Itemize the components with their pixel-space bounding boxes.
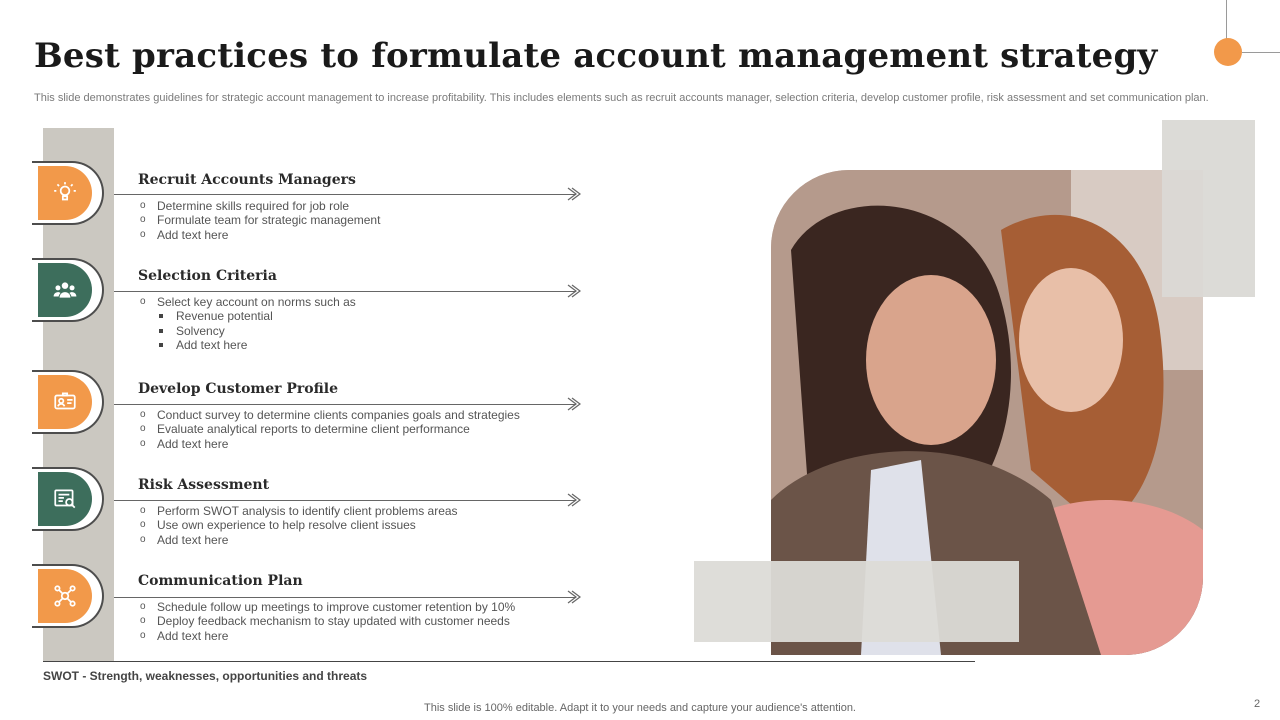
bullet-item: o Perform SWOT analysis to identify client problems areas <box>140 504 458 518</box>
step-title: Recruit Accounts Managers <box>138 172 356 188</box>
bullet-item: o Conduct survey to determine clients companies goals and strategies <box>140 408 520 422</box>
bullet-item: o Select key account on norms such as <box>140 295 356 309</box>
step-bullets <box>140 295 356 352</box>
slide-title: Best practices to formulate account management strategy <box>34 36 1158 76</box>
bullet-item: o Add text here <box>140 533 458 547</box>
chevron-right-icon <box>566 186 582 202</box>
step-develop-customer-profile <box>0 369 620 459</box>
step-bullets <box>140 408 520 451</box>
page-number: 2 <box>1254 698 1261 710</box>
bullet-item: o Add text here <box>140 437 520 451</box>
bullet-item: o Use own experience to help resolve client issues <box>140 518 458 532</box>
step-divider <box>114 500 576 501</box>
step-title: Selection Criteria <box>138 268 277 284</box>
people-idea-icon <box>38 166 92 220</box>
sub-bullet-item: Add text here <box>140 338 356 352</box>
chevron-right-icon <box>566 589 582 605</box>
bullet-item: o Determine skills required for job role <box>140 199 380 213</box>
step-selection-criteria <box>0 256 620 352</box>
bullet-item: o Add text here <box>140 228 380 242</box>
chevron-right-icon <box>566 492 582 508</box>
step-title: Develop Customer Profile <box>138 381 339 397</box>
photo-overlay-panel-top <box>1162 170 1203 297</box>
bullet-item: o Evaluate analytical reports to determine client performance <box>140 422 520 436</box>
slide-footer: This slide is 100% editable. Adapt it to your needs and capture your audience's attention. <box>424 702 856 714</box>
bullet-item: o Formulate team for strategic management <box>140 213 380 227</box>
sub-bullet-item: Solvency <box>140 324 356 338</box>
photo-overlay-panel-bottom <box>694 561 1019 642</box>
corner-decor-dot <box>1214 38 1242 66</box>
bullet-item: o Add text here <box>140 629 515 643</box>
bullet-item: o Schedule follow up meetings to improve customer retention by 10% <box>140 600 515 614</box>
step-risk-assessment <box>0 466 620 556</box>
step-title: Risk Assessment <box>138 477 270 493</box>
chevron-right-icon <box>566 283 582 299</box>
slide-subtitle: This slide demonstrates guidelines for strategic account management to increase profitability. This includes elements such as recruit accounts manager, selection criteria, develop customer profile, risk assessment and set communication plan. <box>34 92 1209 104</box>
corner-decor-horizontal-line <box>1242 52 1280 53</box>
network-icon <box>38 569 92 623</box>
bullet-item: o Deploy feedback mechanism to stay updated with customer needs <box>140 614 515 628</box>
step-divider <box>114 404 576 405</box>
footnote-divider <box>43 661 975 662</box>
step-divider <box>114 597 576 598</box>
step-bullets <box>140 504 458 547</box>
swot-footnote: SWOT - Strength, weaknesses, opportunities and threats <box>43 669 368 683</box>
step-communication-plan <box>0 562 620 652</box>
step-title: Communication Plan <box>138 573 303 589</box>
report-analysis-icon <box>38 472 92 526</box>
id-card-icon <box>38 375 92 429</box>
team-icon <box>38 263 92 317</box>
chevron-right-icon <box>566 396 582 412</box>
step-bullets <box>140 199 380 242</box>
step-recruit-accounts-managers <box>0 160 620 250</box>
step-bullets <box>140 600 515 643</box>
step-divider <box>114 291 576 292</box>
sub-bullet-item: Revenue potential <box>140 309 356 323</box>
step-divider <box>114 194 576 195</box>
